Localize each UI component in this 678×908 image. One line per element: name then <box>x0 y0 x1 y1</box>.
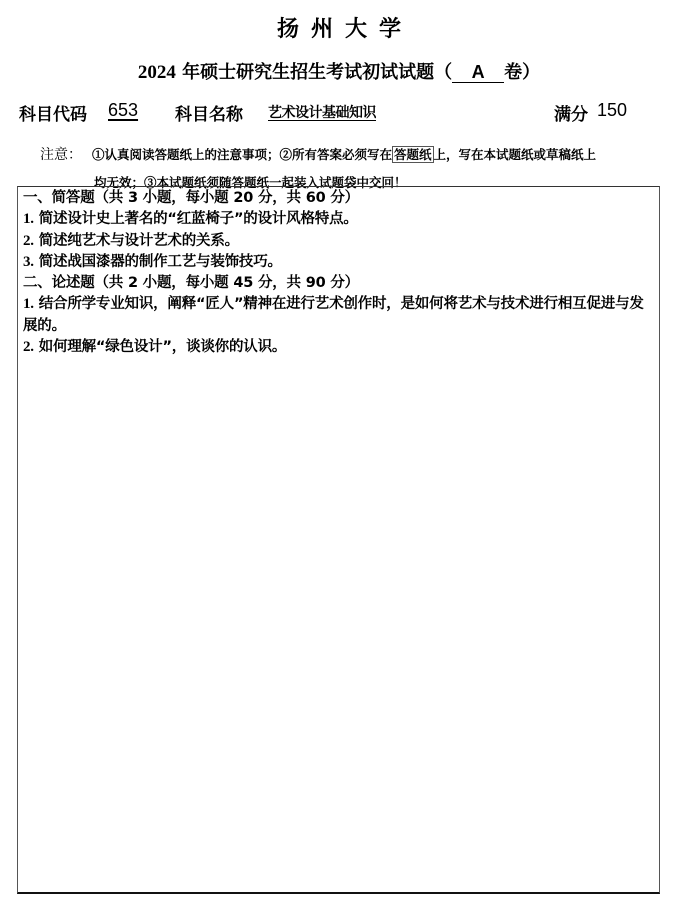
subject-name-label: 科目名称 <box>175 105 243 125</box>
question-item <box>23 294 655 337</box>
section-heading-short-answer: 一、简答题（共 3 小题，每小题 20 分，共 60 分） <box>23 190 359 206</box>
paper-version: A <box>452 63 504 83</box>
question-text: 简述纯艺术与设计艺术的关系。 <box>38 232 239 249</box>
question-number: 3. <box>23 253 34 270</box>
subject-name-value: 艺术设计基础知识 <box>268 105 376 121</box>
full-score-value: 150 <box>597 100 628 120</box>
question-number: 2. <box>23 339 34 356</box>
question-item <box>23 209 655 230</box>
question-number: 2. <box>23 232 34 249</box>
question-box <box>17 186 660 894</box>
question-number: 1. <box>23 211 34 228</box>
notice-text-1a: ①认真阅读答题纸上的注意事项；②所有答案必须写在 <box>92 147 393 162</box>
question-item <box>23 337 655 358</box>
question-content <box>23 188 655 358</box>
question-text: 简述战国漆器的制作工艺与装饰技巧。 <box>38 253 282 270</box>
question-text: 如何理解“绿色设计”，谈谈你的认识。 <box>38 339 287 356</box>
exam-title-text: 年硕士研究生招生考试初试试题（ <box>182 62 453 83</box>
subject-code-label: 科目代码 <box>19 105 87 125</box>
exam-title-suffix: 卷） <box>504 62 541 83</box>
full-score-label: 满分 <box>554 105 588 125</box>
subject-code-value: 653 <box>108 100 139 120</box>
exam-title <box>0 58 678 84</box>
notice-text-1b: 上，写在本试题纸或草稿纸上 <box>433 147 597 162</box>
question-text: 简述设计史上著名的“红蓝椅子”的设计风格特点。 <box>38 211 358 228</box>
question-item <box>23 252 655 273</box>
notice-line-1 <box>40 141 665 169</box>
question-number: 1. <box>23 296 34 313</box>
question-item <box>23 231 655 252</box>
notice-line-2: 均无效；③本试题纸须随答题纸一起装入试题袋中交回！ <box>94 175 407 190</box>
question-text: 结合所学专业知识，阐释“匠人”精神在进行艺术创作时，是如何将艺术与技术进行相互促进与发展的。 <box>23 296 644 334</box>
section-heading-essay: 二、论述题（共 2 小题，每小题 45 分，共 90 分） <box>23 275 359 292</box>
university-title: 扬州大学 <box>276 17 413 42</box>
subject-info-row <box>19 100 659 124</box>
notice-boxed-text: 答题纸 <box>394 147 432 162</box>
exam-year: 2024 <box>137 62 176 83</box>
notice-label: 注意： <box>40 147 82 163</box>
